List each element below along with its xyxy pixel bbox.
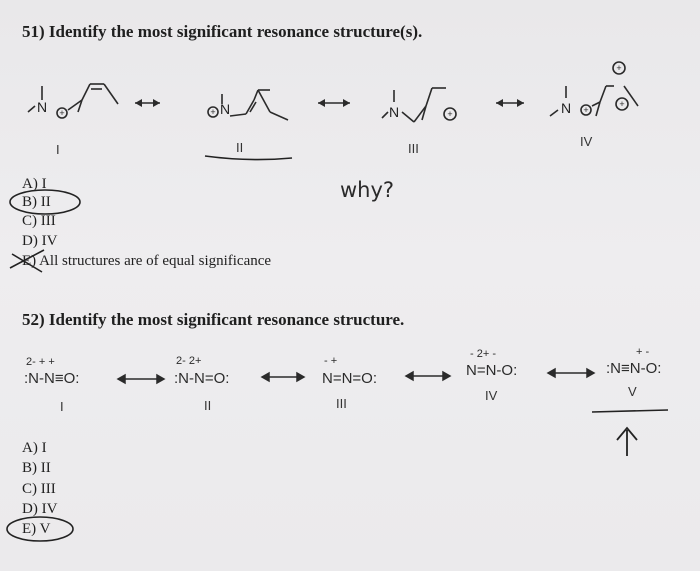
q52-structure-V: :N≡N-O: [606,360,662,377]
up-arrow-annotation [617,428,637,456]
q52-label-I: I [60,399,64,414]
nitrogen-label-I: N [37,99,48,115]
underline-v [592,410,668,412]
q52-structure-I-charges: 2- + + [26,356,55,368]
q52-structure-I: :N-N≡O: [24,370,80,387]
handwritten-why: why? [340,178,395,202]
q51-choice-e[interactable]: E) All structures are of equal significance [22,253,272,269]
structure-label-IV: IV [580,134,593,149]
structure-label-I: I [56,142,60,157]
structure-label-II: II [236,140,244,155]
q51-choice-d[interactable]: D) IV [22,233,58,249]
q52-label-III: III [336,396,347,411]
q52-choice-c[interactable]: C) III [22,481,56,497]
q52-label-II: II [204,398,212,413]
q51-title: 51) Identify the most significant resonance structure(s). [22,22,423,41]
svg-text:+: + [619,99,625,109]
q52-label-V: V [628,384,637,399]
cross-mark-e [10,250,44,272]
nitrogen-label-II: N [220,101,231,117]
q51-choice-a[interactable]: A) I [22,176,47,192]
svg-text:+: + [583,105,589,115]
nitrogen-label-III: N [389,104,400,120]
q51-choice-b[interactable]: B) II [22,194,51,210]
q52-choice-e[interactable]: E) V [22,521,51,537]
structure-label-III: III [408,141,419,156]
q52-structure-II: :N-N=O: [174,370,230,387]
circle-mark-b [10,190,80,214]
q52-structure-V-charges: + - [636,346,650,358]
q52-structure-III-charges: - + [324,355,338,367]
svg-text:+: + [447,109,453,119]
nitrogen-label-IV: N [561,100,572,116]
q52-title: 52) Identify the most significant resonance structure. [22,310,405,329]
q52-choice-a[interactable]: A) I [22,440,47,456]
svg-text:+: + [616,63,622,73]
svg-text:+: + [210,107,216,117]
q52-label-IV: IV [485,388,498,403]
q52-structure-IV-charges: - 2+ - [470,348,496,360]
q52-structure-II-charges: 2- 2+ [176,355,202,367]
q52-structure-III: N=N=O: [322,370,378,387]
svg-text:+: + [59,108,65,118]
q52-choice-d[interactable]: D) IV [22,501,58,517]
q51-choice-c[interactable]: C) III [22,213,56,229]
q52-resonance-arrows [0,360,700,390]
q52-choice-b[interactable]: B) II [22,460,51,476]
q52-structure-IV: N=N-O: [466,362,518,379]
